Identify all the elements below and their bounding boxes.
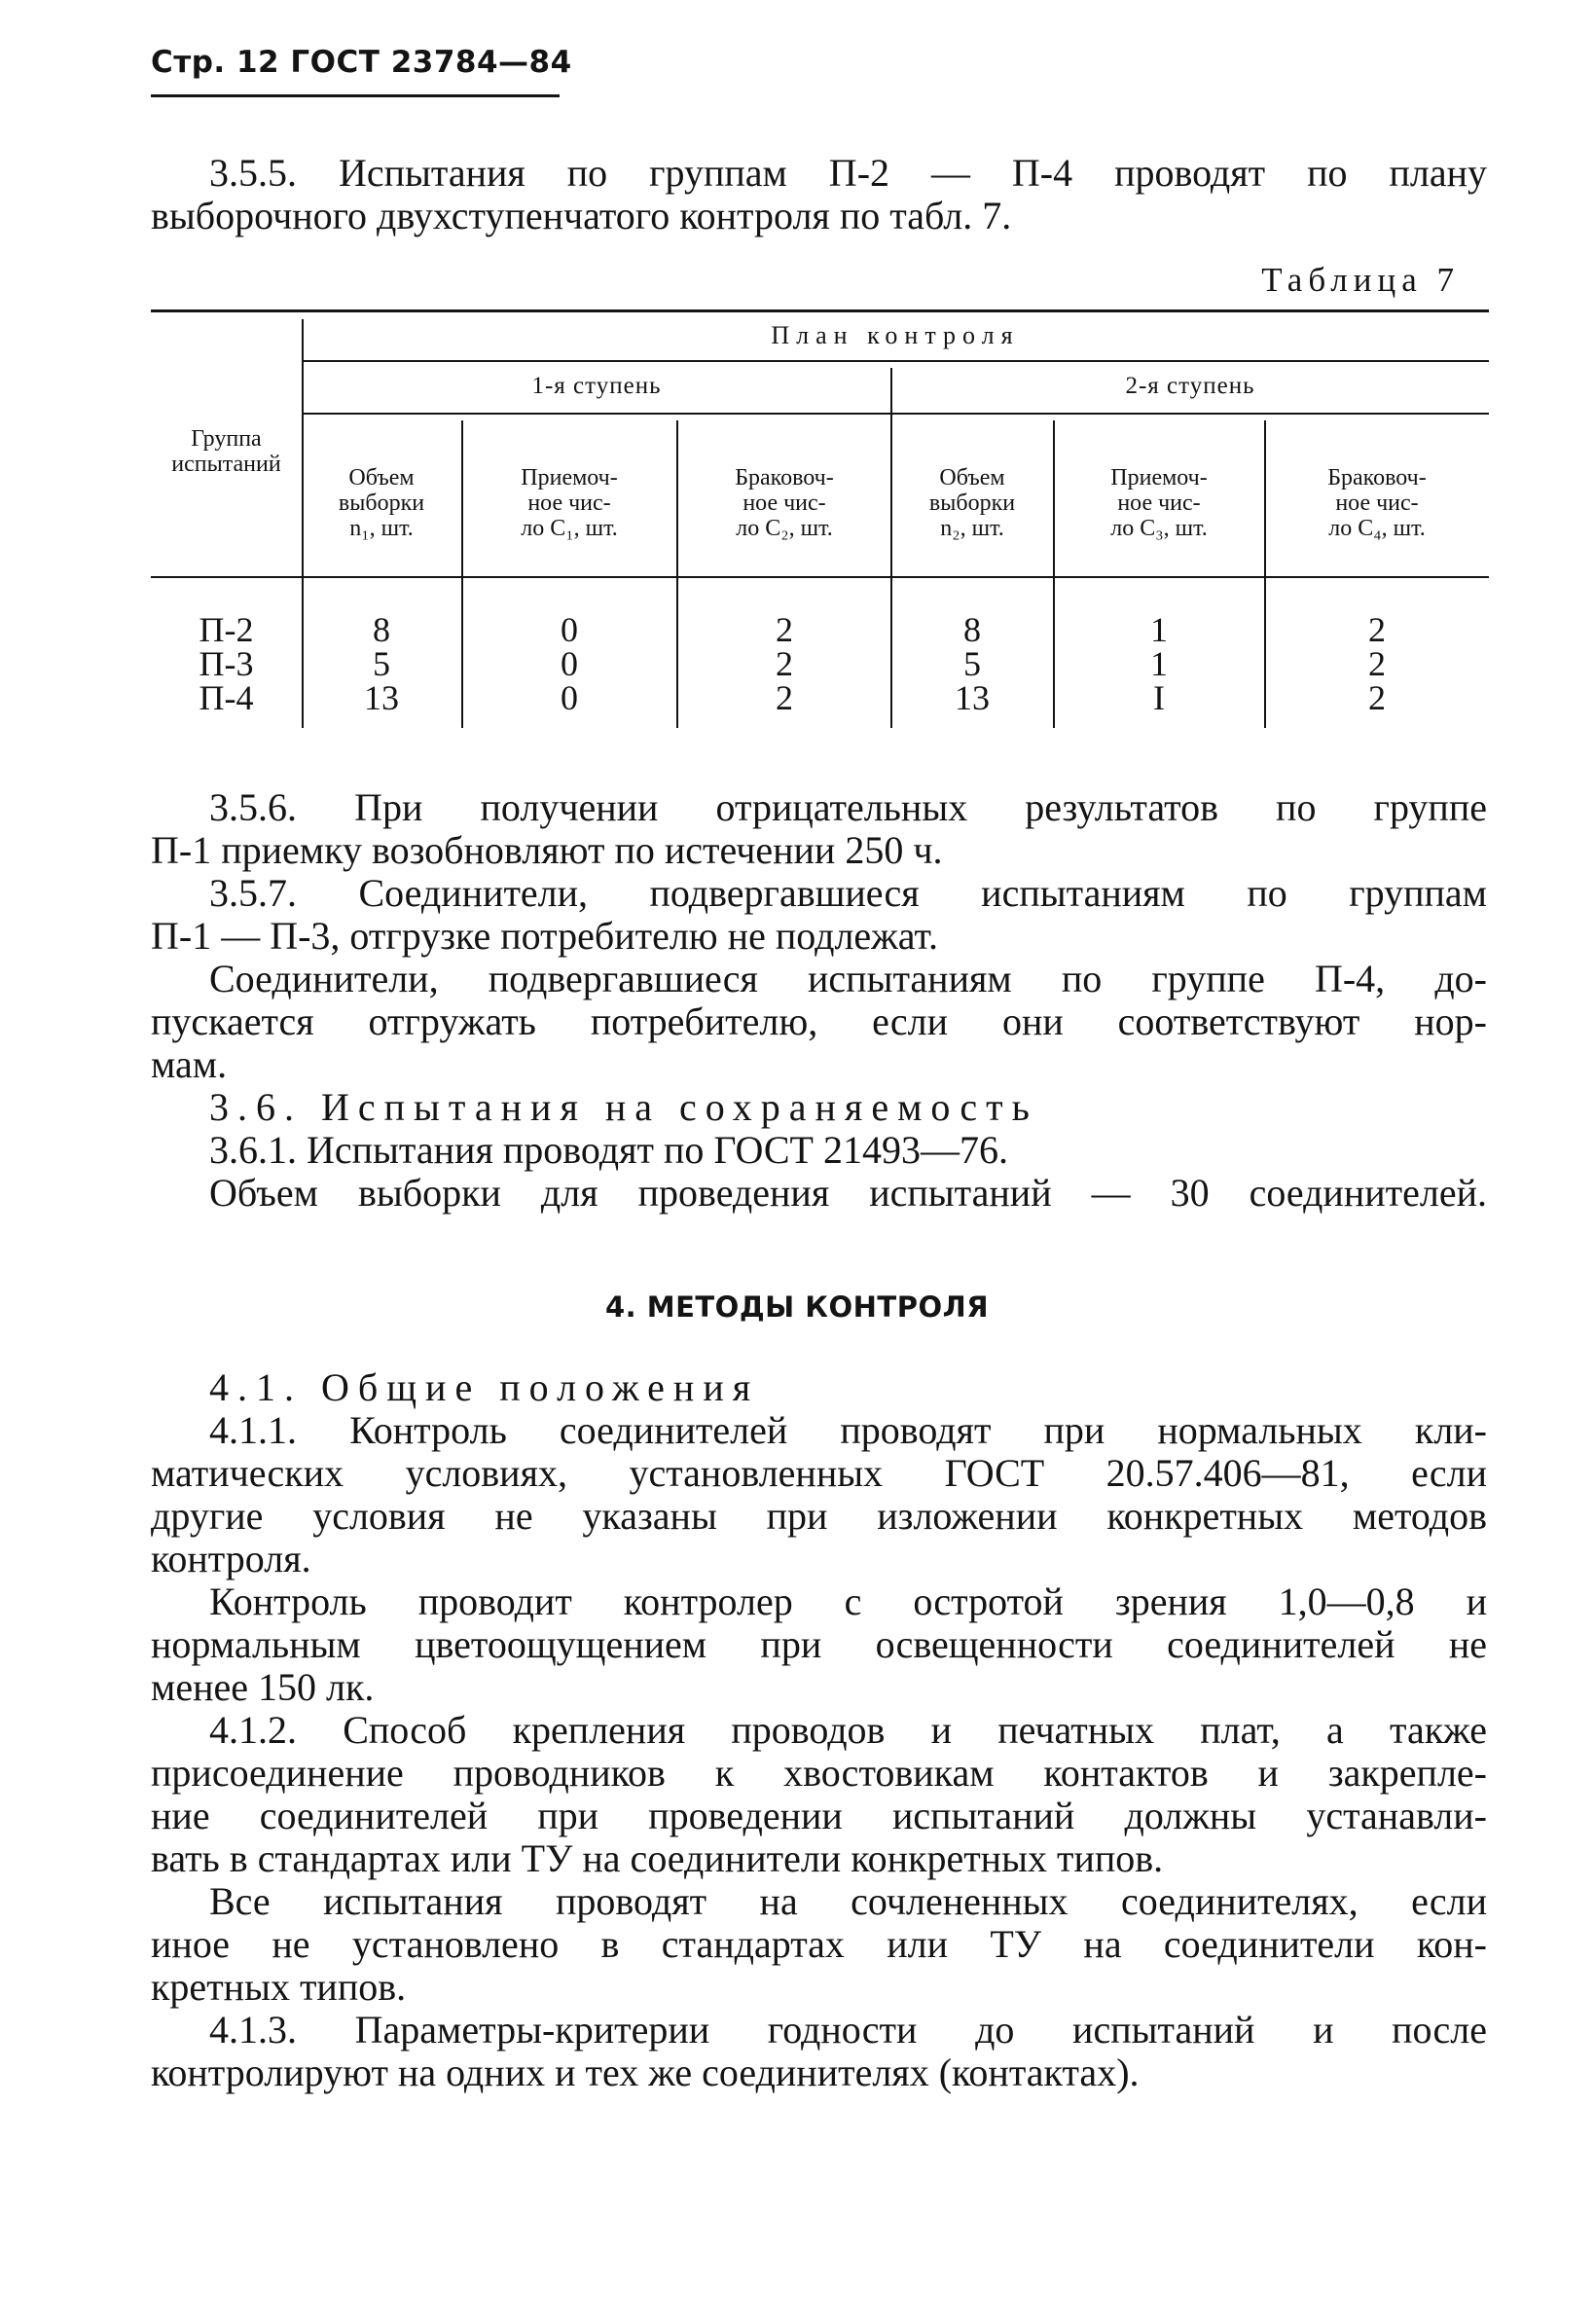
col-n1-values bbox=[302, 610, 461, 717]
para-4-1-2b-line2: иное не установлено в стандартах или ТУ на соединители кон- bbox=[151, 1922, 1487, 1966]
table-cell: 5 bbox=[373, 644, 390, 683]
para-3-6-heading: 3.6. Испытания на сохраняемость bbox=[209, 1085, 1038, 1129]
para-3-5-5-line1: 3.5.5. Испытания по группам П-2 — П-4 проводят по плану bbox=[209, 151, 1487, 195]
table-cell: П-4 bbox=[199, 678, 254, 717]
group-header: Группа испытаний bbox=[171, 426, 281, 477]
table-cell: 8 bbox=[963, 610, 981, 649]
table-cell: 13 bbox=[955, 678, 990, 717]
para-4-1-2-line1: 4.1.2. Способ крепления проводов и печатных плат, а также bbox=[209, 1708, 1487, 1752]
para-3-5-7b-line1: Соединители, подвергавшиеся испытаниям по группе П-4, до- bbox=[209, 957, 1487, 1000]
para-3-5-7b-line2: пускается отгружать потребителю, если они соответствуют нор- bbox=[151, 999, 1487, 1043]
para-4-1-3-line2: контролируют на одних и тех же соединителях (контактах). bbox=[151, 2051, 1140, 2094]
col-c2-values bbox=[677, 610, 891, 717]
table-cell: П-2 bbox=[199, 610, 254, 649]
col-header-n1: Объем выборки n₁, шт. bbox=[338, 465, 425, 541]
table-cell: 1 bbox=[1150, 610, 1168, 649]
section-4-title: 4. МЕТОДЫ КОНТРОЛЯ bbox=[604, 1290, 990, 1324]
para-3-5-5-line2: выборочного двухступенчатого контроля по табл. 7. bbox=[151, 194, 1012, 237]
para-4-1-2b-line1: Все испытания проводят на сочлененных соединителях, если bbox=[209, 1879, 1487, 1923]
table-cell: 0 bbox=[561, 644, 578, 683]
col-n2-values bbox=[891, 610, 1053, 717]
para-4-1-1b-line2: нормальным цветоощущением при освещенности соединителей не bbox=[151, 1622, 1487, 1666]
plan-header: План контроля bbox=[771, 321, 1020, 349]
table-cell: 2 bbox=[1368, 610, 1386, 649]
para-4-1-heading: 4.1. Общие положения bbox=[209, 1365, 760, 1409]
table-cell: 13 bbox=[364, 678, 399, 717]
col-group-values bbox=[151, 610, 302, 717]
page-header: Стр. 12 ГОСТ 23784—84 bbox=[151, 45, 572, 80]
table-caption: Таблица 7 bbox=[1261, 261, 1460, 299]
table-cell: 0 bbox=[561, 678, 578, 717]
table-cell: П-3 bbox=[199, 644, 254, 683]
para-4-1-1-line1: 4.1.1. Контроль соединителей проводят при нормальных кли- bbox=[209, 1408, 1487, 1452]
para-4-1-2b-line3: кретных типов. bbox=[151, 1965, 407, 2009]
para-4-1-2-line4: вать в стандартах или ТУ на соединители конкретных типов. bbox=[151, 1836, 1164, 1880]
para-3-5-6-line2: П-1 приемку возобновляют по истечении 250 ч. bbox=[151, 828, 943, 872]
table-cell: 5 bbox=[963, 644, 981, 683]
para-3-5-7b-line3: мам. bbox=[151, 1042, 228, 1086]
para-4-1-1-line4: контроля. bbox=[151, 1537, 311, 1580]
header-rule bbox=[151, 94, 560, 97]
col-header-n2: Объем выборки n₂, шт. bbox=[928, 465, 1016, 541]
para-3-6-1-line1: 3.6.1. Испытания проводят по ГОСТ 21493—76. bbox=[209, 1128, 1008, 1172]
col-header-c1: Приемоч- ное чис- ло C₁, шт. bbox=[521, 465, 618, 541]
stage2-header: 2-я ступень bbox=[1125, 373, 1255, 399]
para-4-1-1b-line3: менее 150 лк. bbox=[151, 1665, 375, 1709]
col-header-c4: Браковоч- ное чис- ло C₄, шт. bbox=[1327, 465, 1427, 541]
para-3-5-7-line1: 3.5.7. Соединители, подвергавшиеся испытаниям по группам bbox=[209, 871, 1487, 915]
para-4-1-2-line2: присоединение проводников к хвостовикам контактов и закрепле- bbox=[151, 1751, 1487, 1795]
table-cell: 2 bbox=[776, 644, 793, 683]
para-4-1-1b-line1: Контроль проводит контролер с остротой зрения 1,0—0,8 и bbox=[209, 1580, 1487, 1623]
para-3-5-6-line1: 3.5.6. При получении отрицательных результатов по группе bbox=[209, 785, 1487, 829]
para-4-1-2-line3: ние соединителей при проведении испытаний должны устанавли- bbox=[151, 1794, 1487, 1837]
para-3-5-7-line2: П-1 — П-3, отгрузке потребителю не подлежат. bbox=[151, 914, 938, 958]
table-cell: 8 bbox=[373, 610, 390, 649]
para-4-1-1-line3: другие условия не указаны при изложении конкретных методов bbox=[151, 1494, 1487, 1538]
col-header-c3: Приемоч- ное чис- ло C₃, шт. bbox=[1110, 465, 1208, 541]
para-3-6-1-line2: Объем выборки для проведения испытаний — 30 соединителей. bbox=[209, 1171, 1487, 1215]
table-cell: 1 bbox=[1150, 644, 1168, 683]
table-7 bbox=[151, 309, 1489, 738]
table-cell: 0 bbox=[561, 610, 578, 649]
stage1-header: 1-я ступень bbox=[531, 373, 662, 399]
para-4-1-3-line1: 4.1.3. Параметры-критерии годности до испытаний и после bbox=[209, 2008, 1487, 2052]
col-c1-values bbox=[462, 610, 676, 717]
table-cell: 2 bbox=[776, 610, 793, 649]
para-4-1-1-line2: матических условиях, установленных ГОСТ 20.57.406—81, если bbox=[151, 1451, 1487, 1495]
table-cell: 2 bbox=[776, 678, 793, 717]
col-header-c2: Браковоч- ное чис- ло C₂, шт. bbox=[735, 465, 834, 541]
table-cell: 2 bbox=[1368, 678, 1386, 717]
table-cell: I bbox=[1153, 678, 1165, 717]
col-c3-values bbox=[1054, 610, 1264, 717]
col-c4-values bbox=[1265, 610, 1489, 717]
table-cell: 2 bbox=[1368, 644, 1386, 683]
